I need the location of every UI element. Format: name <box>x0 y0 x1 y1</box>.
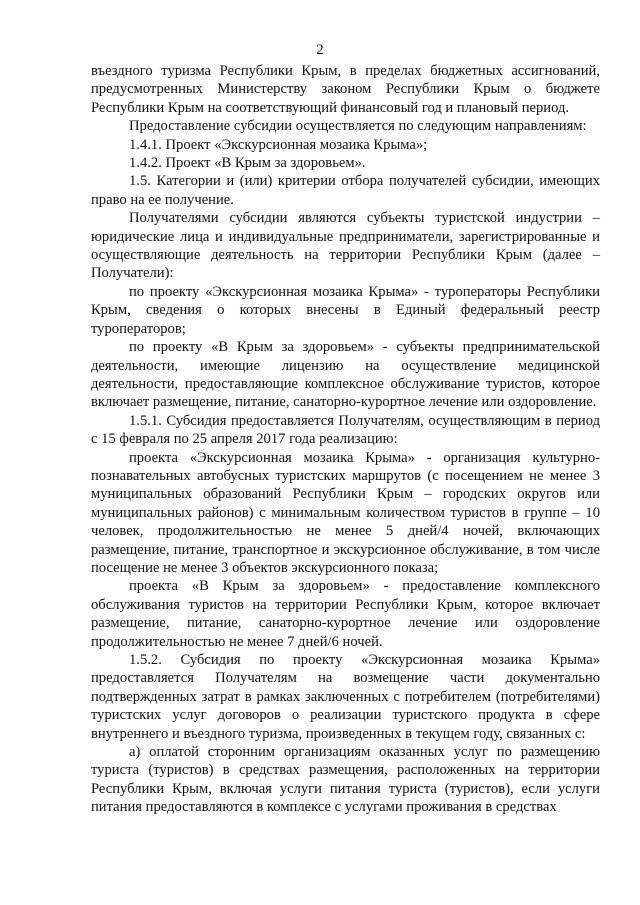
paragraph: проекта «Экскурсионная мозаика Крыма» - организация культурно-познавательных автобусных туристских маршрутов (с посещением не менее 3 муниципальных образований Республики Крым – городских округов или муниципальных районов) с минимальным количеством туристов в группе – 10 человек, продолжительностью не менее 5 дней/4 ночей, включающих размещение, питание, транспортное и экскурсионное обслуживание, в том числе посещение не менее 3 объектов экскурсионного показа; <box>91 449 600 576</box>
page-number: 2 <box>316 42 324 58</box>
list-item: 1.4.2. Проект «В Крым за здоровьем». <box>129 155 366 172</box>
list-item: 1.4.1. Проект «Экскурсионная мозаика Крыма»; <box>129 136 428 153</box>
paragraph: въездного туризма Республики Крым, в пределах бюджетных ассигнований, предусмотренных Министерству законом Республики Крым о бюджете Республики Крым на соответствующий финансовый год и плановый период. <box>91 63 600 116</box>
section-heading: 1.5. Категории и (или) критерии отбора получателей субсидии, имеющих право на ее получение. <box>91 173 600 208</box>
paragraph: проекта «В Крым за здоровьем» - предоставление комплексного обслуживания туристов на территории Республики Крым, которое включает размещение, питание, санаторно-курортное лечение или оздоровление продолжительностью не менее 7 дней/6 ночей. <box>91 578 600 650</box>
paragraph: по проекту «В Крым за здоровьем» - субъекты предпринимательской деятельности, имеющие лицензию на осуществление медицинской деятельности, предоставляющие комплексное обслуживание туристов, которое включает размещение, питание, санаторно-курортное лечение или оздоровление. <box>91 339 600 411</box>
paragraph: по проекту «Экскурсионная мозаика Крыма» - туроператоры Республики Крым, сведения о которых внесены в Единый федеральный реестр туроператоров; <box>91 283 600 337</box>
paragraph: Получателями субсидии являются субъекты туристской индустрии – юридические лица и индивидуальные предприниматели, зарегистрированные и осуществляющие деятельность на территории Республики Крым (далее – Получатели): <box>91 210 600 282</box>
paragraph: 1.5.1. Субсидия предоставляется Получателям, осуществляющим в период с 15 февраля по 25 апреля 2017 года реализацию: <box>91 412 600 448</box>
paragraph: 1.5.2. Субсидия по проекту «Экскурсионная мозаика Крыма» предоставляется Получателям на возмещение части документально подтвержденных затрат в рамках заключенных с потребителем (потребителями) туристских услуг договоров о реализации туристского продукта в сфере внутреннего и въездного туризма, произведенных в текущем году, связанных с: <box>91 652 600 742</box>
document-body <box>91 62 600 817</box>
paragraph: Предоставление субсидии осуществляется по следующим направлениям: <box>129 118 587 135</box>
paragraph: а) оплатой сторонним организациям оказанных услуг по размещению туриста (туристов) в средствах размещения, расположенных на территории Республики Крым, включая услуги питания туриста (туристов), если услуги питания предоставляются в комплексе с услугами проживания в средствах <box>91 744 600 816</box>
